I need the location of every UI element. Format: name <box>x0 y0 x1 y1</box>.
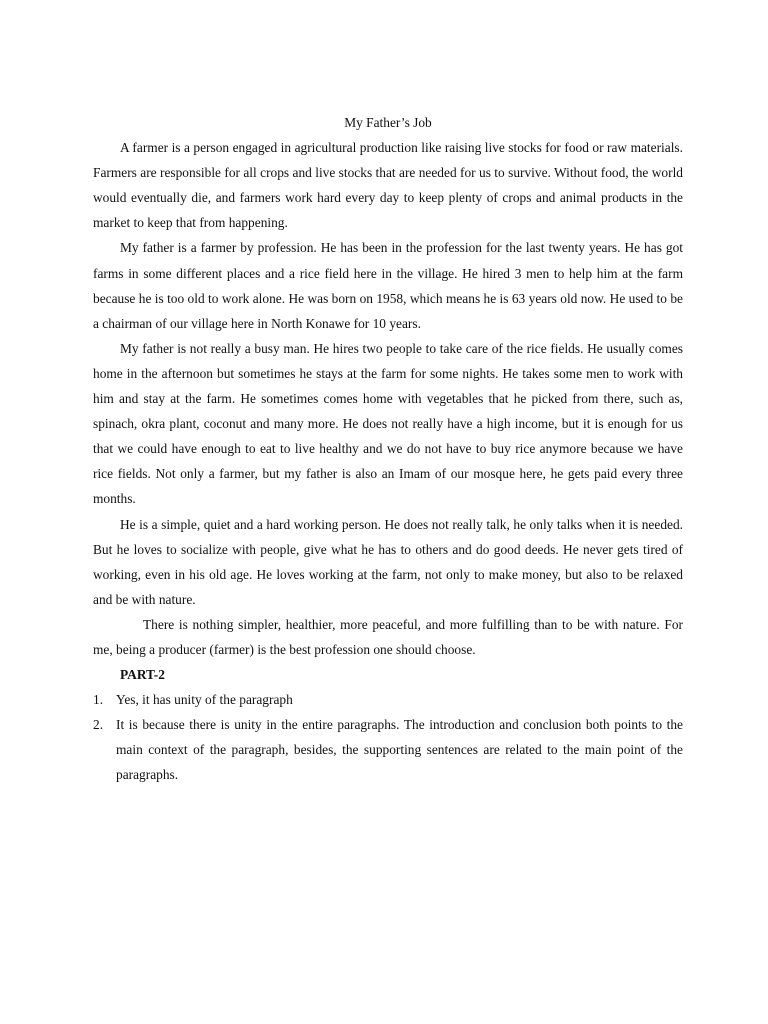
document-title: My Father’s Job <box>344 115 432 130</box>
part-2-heading: PART-2 <box>120 667 165 683</box>
answer-item-2 <box>93 712 683 787</box>
answer-list <box>93 687 683 787</box>
answer-text: It is because there is unity in the entire paragraphs. The introduction and conclusion both points to the main context of the paragraph, besides, the supporting sentences are related to the main point of the paragraphs. <box>116 717 683 783</box>
answer-text: Yes, it has unity of the paragraph <box>116 692 293 708</box>
answer-item-1 <box>93 687 683 712</box>
answer-number: 2. <box>93 717 104 733</box>
document-body <box>93 110 683 788</box>
paragraph-father-profession: My father is a farmer by profession. He has been in the profession for the last twenty years. He has got farms in some different places and a rice field here in the village. He hired 3 men to help him at the farm because he is too old to work alone. He was born on 1958, which means he is 63 years old now. He used to be a chairman of our village here in North Konawe for 10 years. <box>93 240 683 331</box>
paragraph-intro: A farmer is a person engaged in agricultural production like raising live stocks for food or raw materials. Farmers are responsible for all crops and live stocks that are needed for us to survive. Without food, the world would eventually die, and farmers work hard every day to keep plenty of crops and animal products in the market to keep that from happening. <box>93 140 683 231</box>
paragraph-conclusion: There is nothing simpler, healthier, more peaceful, and more fulfilling than to be with nature. For me, being a producer (farmer) is the best profession one should choose. <box>93 616 683 657</box>
paragraph-father-character: He is a simple, quiet and a hard working person. He does not really talk, he only talks when it is needed. But he loves to socialize with people, give what he has to others and do good deeds. He never gets tired of working, even in his old age. He loves working at the farm, not only to make money, but also to be relaxed and be with nature. <box>93 516 683 607</box>
paragraph-father-routine: My father is not really a busy man. He hires two people to take care of the rice fields. He usually comes home in the afternoon but sometimes he stays at the farm for some nights. He takes some men to work with him and stay at the farm. He sometimes comes home with vegetables that he picked from there, such as, spinach, okra plant, coconut and many more. He does not really have a high income, but it is enough for us that we could have enough to eat to live healthy and we do not have to buy rice anymore because we have rice fields. Not only a farmer, but my father is also an Imam of our mosque here, he gets paid every three months. <box>93 340 683 507</box>
answer-number: 1. <box>93 692 104 708</box>
